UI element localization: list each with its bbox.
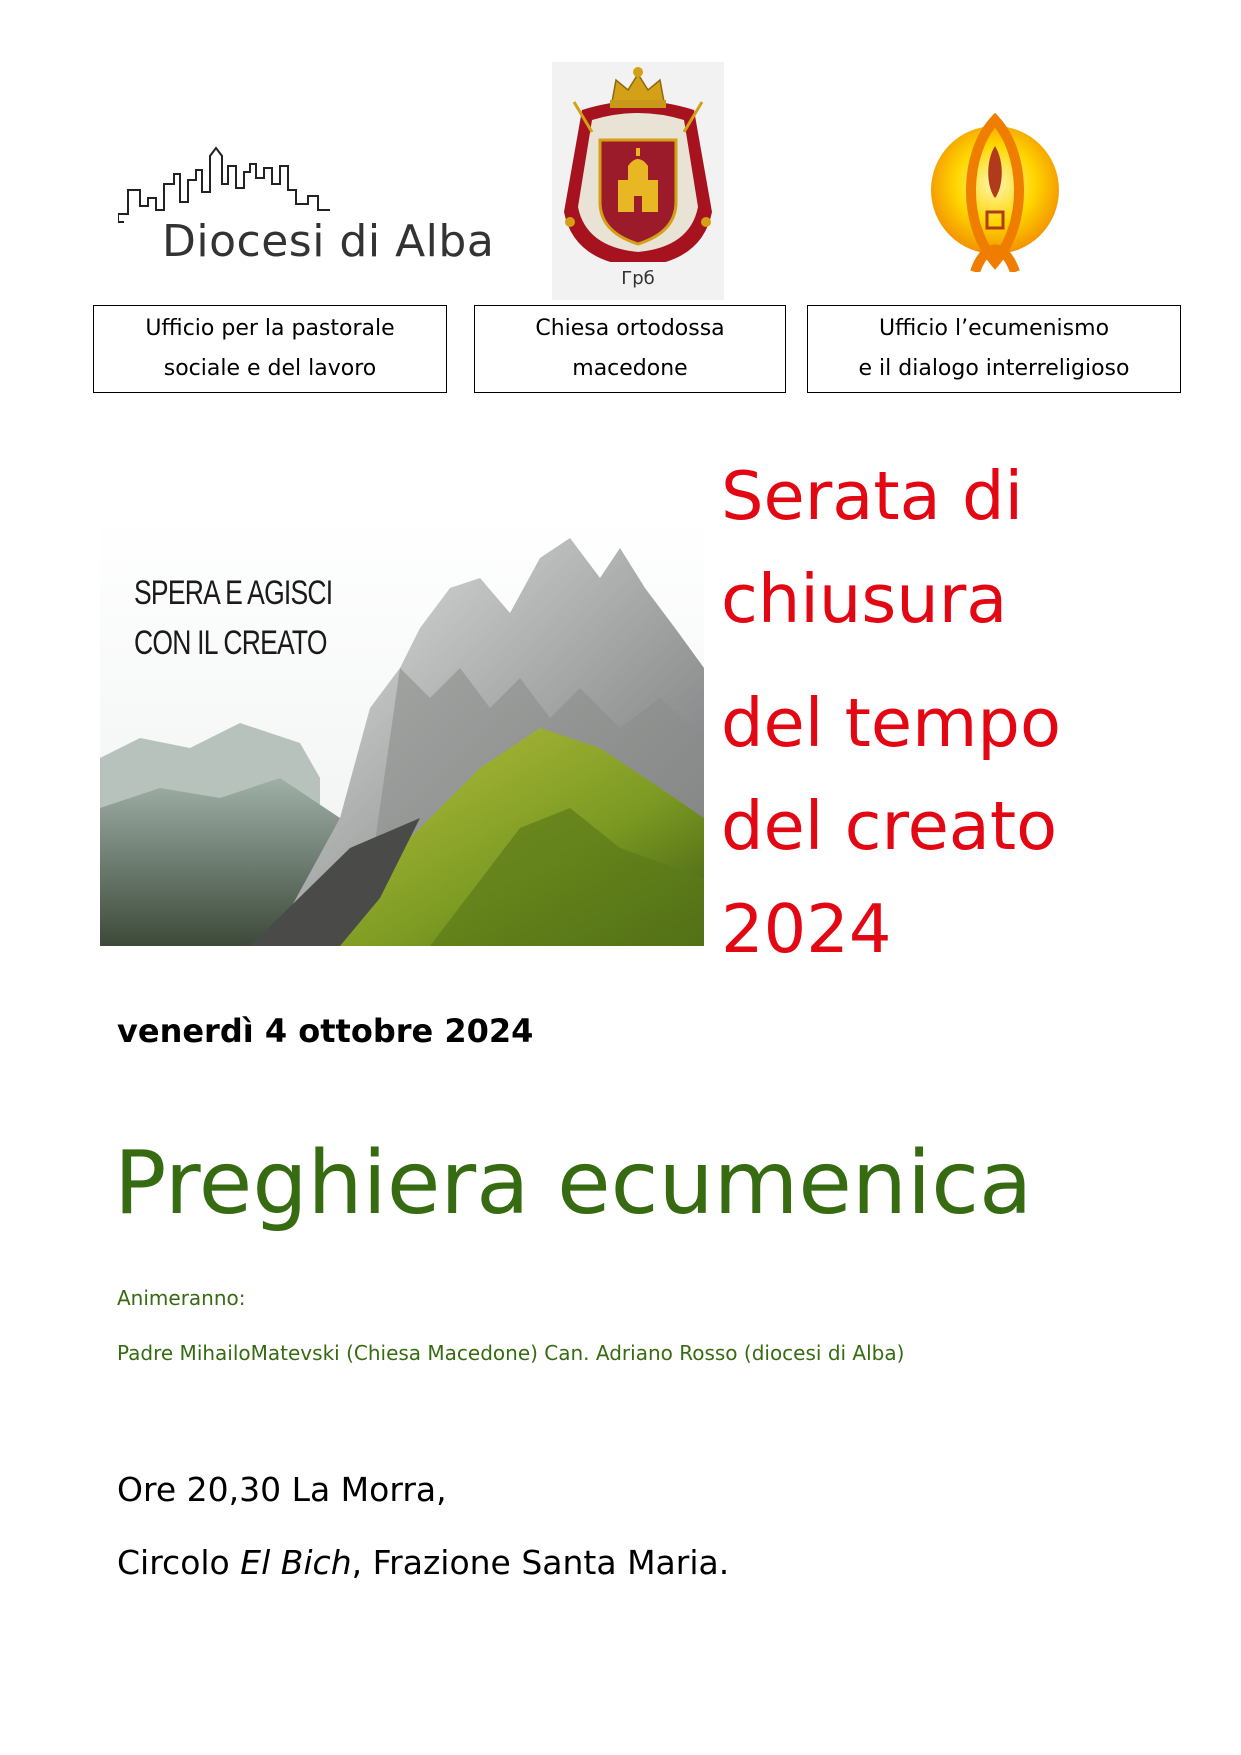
office-box-ecumenismo <box>807 305 1181 393</box>
hero-slogan <box>134 568 332 668</box>
office-line: Ufficio per la pastorale <box>145 316 395 341</box>
city-skyline-icon <box>118 144 358 224</box>
venue-place-name: El Bich <box>240 1543 352 1582</box>
venue-suffix: , Frazione Santa Maria. <box>351 1543 730 1582</box>
event-title-line: chiusura <box>721 560 1008 638</box>
office-line: sociale e del lavoro <box>163 356 377 381</box>
diocesi-name: Diocesi di Alba <box>162 216 495 267</box>
headline: Preghiera ecumenica <box>114 1132 1033 1234</box>
ecumenism-office-logo <box>925 112 1065 272</box>
event-date: venerdì 4 ottobre 2024 <box>117 1012 534 1050</box>
hero-slogan-line: SPERA E AGISCI <box>134 574 333 612</box>
coat-of-arms-icon <box>552 62 724 262</box>
event-title-line: del tempo <box>721 684 1061 762</box>
animators-names: Padre MihailoMatevski (Chiesa Macedone) Can. Adriano Rosso (diocesi di Alba) <box>117 1341 905 1365</box>
office-line: Ufficio l’ecumenismo <box>878 316 1110 341</box>
hero-mountain-image <box>100 518 704 946</box>
office-box-pastorale <box>93 305 447 393</box>
office-box-chiesa-ortodossa <box>474 305 786 393</box>
event-title-line: Serata di <box>721 457 1024 535</box>
venue-address <box>117 1543 729 1582</box>
event-title-year: 2024 <box>721 890 892 968</box>
macedonian-church-coat-of-arms <box>552 62 724 300</box>
hero-slogan-line: CON IL CREATO <box>134 624 327 662</box>
venue-prefix: Circolo <box>117 1543 241 1582</box>
office-line: e il dialogo interreligioso <box>858 356 1130 381</box>
office-line: macedone <box>572 356 688 381</box>
coat-of-arms-caption: Грб <box>621 268 655 289</box>
venue-time-place: Ore 20,30 La Morra, <box>117 1470 447 1509</box>
event-title-line: del creato <box>721 787 1058 865</box>
diocesi-di-alba-logo <box>118 144 508 269</box>
ecumenism-symbol-icon <box>925 112 1065 272</box>
animators-label: Animeranno: <box>117 1286 246 1310</box>
office-line: Chiesa ortodossa <box>535 316 725 341</box>
